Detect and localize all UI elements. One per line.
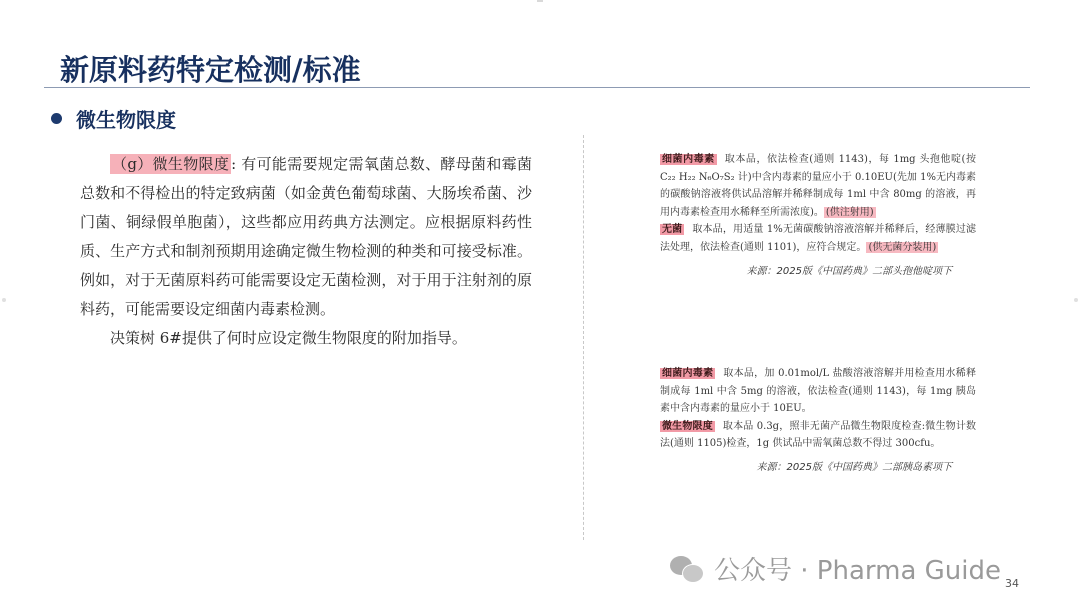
right-edge-marker <box>1074 298 1078 302</box>
excerpt-text: 取本品，用适量 1%无菌碳酸钠溶液溶解并稀释后，经薄膜过滤法处理，依法检查(通则 1101)，应符合规定。 <box>660 224 976 253</box>
watermark-text: 公众号 · Pharma Guide <box>714 556 1001 586</box>
title-underline <box>44 87 1030 88</box>
term-highlight: 微生物限度 <box>662 420 713 432</box>
decision-tree-note: 决策树 6#提供了何时应设定微生物限度的附加指导。 <box>110 329 467 347</box>
wechat-icon <box>670 554 704 584</box>
usage-tag: (供注射用) <box>825 206 874 218</box>
term-highlight: 无菌 <box>662 224 683 236</box>
guideline-body: : 有可能需要规定需氧菌总数、酵母菌和霉菌总数和不得检出的特定致病菌（如金黄色葡萄球菌、大肠埃希菌、沙门菌、铜绿假单胞菌），这些都应用药典方法测定。应根据原料药性质、生产方式和制剂预期用途确定微生物检测的种类和可接受标准。例如，对于无菌原料药可能需要设定无菌检测，对于用于注射剂的原料药，可能需要设定细菌内毒素检测。 <box>80 155 532 318</box>
guideline-paragraph <box>80 150 532 324</box>
slide-title: 新原料药特定检测/标准 <box>60 53 361 87</box>
excerpt-paragraph <box>660 365 976 418</box>
section-label: 微生物限度 <box>76 108 176 132</box>
excerpt-text: 取本品 0.3g，照非无菌产品微生物限度检查:微生物计数法(通则 1105)检查，1g 供试品中需氧菌总数不得过 300cfu。 <box>660 420 976 450</box>
excerpt-paragraph <box>660 151 976 221</box>
pharmacopoeia-excerpt-ceftazidime <box>660 151 976 280</box>
left-edge-marker <box>2 298 6 302</box>
page-number: 34 <box>1005 577 1019 590</box>
excerpt-text: 取本品，依法检查(通则 1143)，每 1mg 头孢他啶(按 C₂₂ H₂₂ N₆O₇S₂ 计)中含内毒素的量应小于 0.10EU(先加 1%无内毒素的碳酸钠溶液将供试品溶解并稀释制成每 1ml 中含 80mg 的溶液，再用内毒素检查用水稀释至所需浓度)。 <box>660 154 977 218</box>
top-decoration <box>537 0 543 2</box>
guideline-text <box>80 150 532 353</box>
excerpt-paragraph <box>660 221 976 256</box>
term-highlight: 细菌内毒素 <box>662 368 714 379</box>
section-heading <box>51 104 176 133</box>
source-caption: 来源：2025版《中国药典》二部头孢他啶项下 <box>746 265 952 277</box>
watermark <box>670 550 1001 587</box>
excerpt-text: 取本品，加 0.01mol/L 盐酸溶液溶解并用检查用水稀释制成每 1ml 中含 5mg 的溶液，依法检查(通则 1143)，每 1mg 胰岛素中含内毒素的量应小于 10EU。 <box>660 368 977 415</box>
usage-tag: (供无菌分装用) <box>868 241 937 253</box>
dashed-divider <box>583 135 584 540</box>
pharmacopoeia-excerpt-insulin <box>660 365 976 477</box>
term-highlight: 细菌内毒素 <box>662 154 715 165</box>
source-caption: 来源：2025版《中国药典》二部胰岛素项下 <box>756 461 952 473</box>
bullet-icon <box>51 113 62 124</box>
excerpt-paragraph <box>660 418 976 453</box>
highlighted-term: （g）微生物限度 <box>112 155 230 173</box>
